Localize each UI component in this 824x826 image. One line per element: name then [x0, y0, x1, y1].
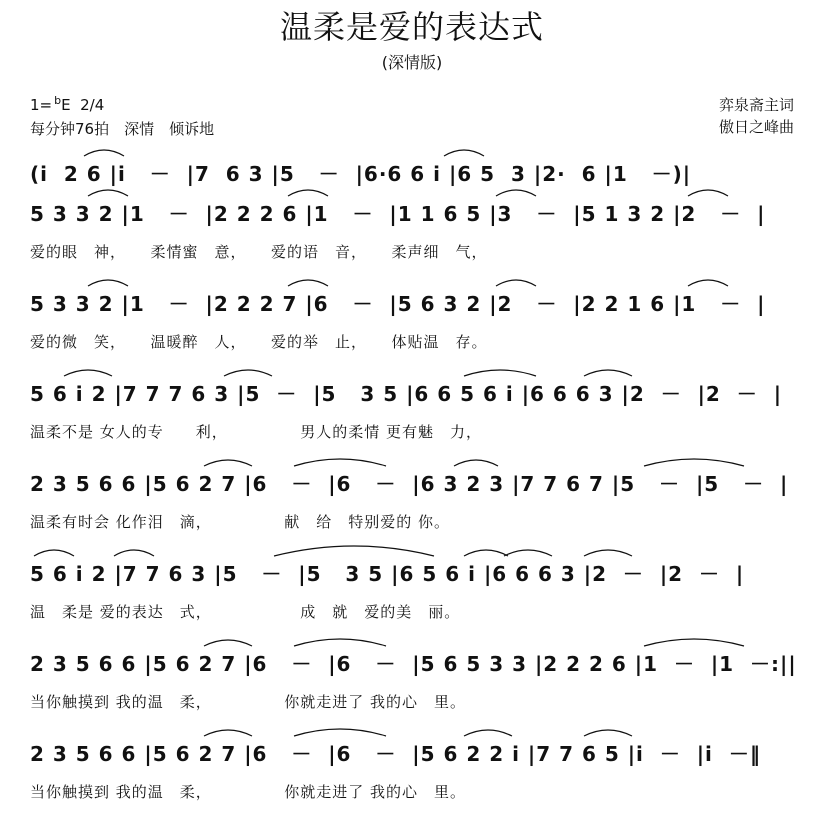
key-and-tempo — [30, 94, 214, 140]
lyrics-row-5: 温柔有时会 化作泪 滴， 献 给 特别爱的 你。 — [30, 513, 451, 531]
key-signature — [30, 94, 214, 118]
lyrics-row-7: 当你触摸到 我的温 柔， 你就走进了 我的心 里。 — [30, 693, 467, 711]
lyrics-row-6: 温 柔是 爱的表达 式， 成 就 爱的美 丽。 — [30, 603, 461, 621]
song-title: 温柔是爱的表达式 — [279, 8, 544, 46]
lyrics-row-8: 当你触摸到 我的温 柔， 你就走进了 我的心 里。 — [30, 783, 467, 801]
lyrics-row-2: 爱的眼 神， 柔情蜜 意， 爱的语 音， 柔声细 气， — [30, 243, 488, 261]
notes-row-5: 2 3 5 6 6 |5 6 2 7 |6 － |6 － |6 3 2 3 |7 7 6 7 |5 － |5 － | — [30, 472, 789, 496]
song-subtitle: (深情版) — [381, 53, 443, 72]
key-prefix: 1= — [30, 96, 53, 114]
notes-row-2: 5 3 3 2 |1 － |2 2 2 6 |1 － |1 1 6 5 |3 － |5 1 3 2 |2 － | — [30, 202, 766, 226]
lyrics-row-3: 爱的微 笑， 温暖醉 人， 爱的举 止， 体贴温 存。 — [30, 333, 488, 351]
score-row-8 — [24, 736, 800, 826]
notes-row-8: 2 3 5 6 6 |5 6 2 7 |6 － |6 － |5 6 2 2 i |7 7 6 5 |i － |i －‖ — [30, 742, 761, 766]
notes-row-1: (i 2 6 |i － |7 6 3 |5 － |6·6 6 i |6 5 3 |2· 6 |1 －)| — [30, 162, 692, 186]
lyricist: 弈泉斋主词 — [718, 96, 794, 114]
tempo-marking: 每分钟76拍 深情 倾诉地 — [30, 120, 215, 138]
notes-row-3: 5 3 3 2 |1 － |2 2 2 7 |6 － |5 6 3 2 |2 － |2 2 1 6 |1 － | — [30, 292, 766, 316]
lyrics-row-4: 温柔不是 女人的专 利， 男人的柔情 更有魅 力， — [30, 423, 483, 441]
time-signature: 2/4 — [80, 96, 105, 114]
key-note: E — [61, 96, 71, 114]
composer: 傲日之峰曲 — [718, 118, 794, 136]
credits — [719, 94, 794, 138]
notes-row-7: 2 3 5 6 6 |5 6 2 7 |6 － |6 － |5 6 5 3 3 |2 2 2 6 |1 － |1 －:|| — [30, 652, 797, 676]
notes-row-6: 5 6 i 2 |7 7 6 3 |5 － |5 3 5 |6 5 6 i |6 6 6 3 |2 － |2 － | — [30, 562, 745, 586]
notes-row-4: 5 6 i 2 |7 7 7 6 3 |5 － |5 3 5 |6 6 5 6 i |6 6 6 3 |2 － |2 － | — [30, 382, 783, 406]
flat-sign: b — [54, 94, 62, 107]
